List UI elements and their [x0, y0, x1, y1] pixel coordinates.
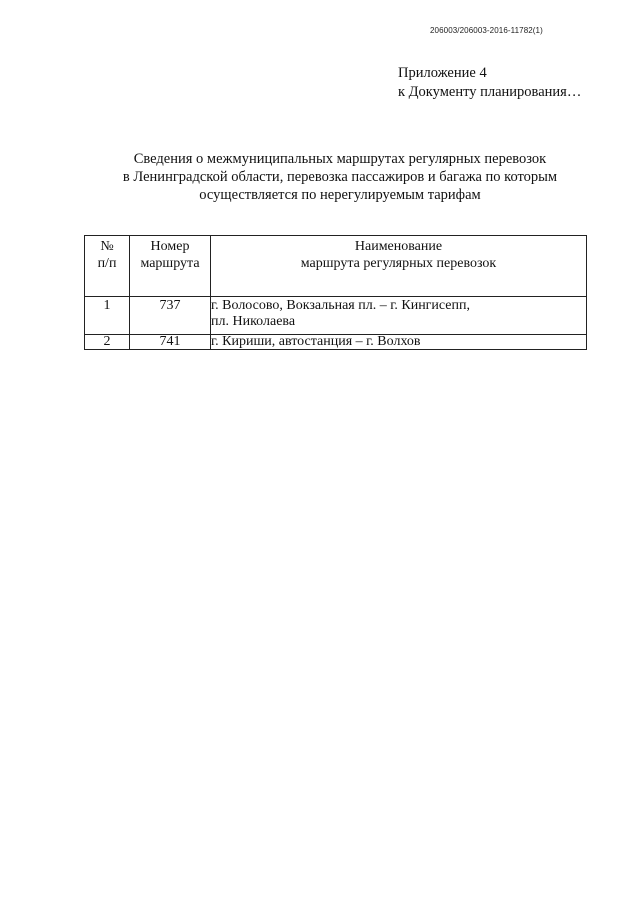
header-name-line-2: маршрута регулярных перевозок	[300, 256, 497, 271]
table-row	[85, 297, 587, 335]
table-header-row	[85, 236, 587, 297]
heading-line-3: осуществляется по нерегулируемым тарифам	[199, 187, 481, 203]
header-route-line-2: маршрута	[140, 256, 200, 271]
route-number: 741	[130, 335, 211, 350]
route-name-line-1: г. Кириши, автостанция – г. Волхов	[211, 334, 421, 349]
row-number: 1	[85, 297, 130, 335]
header-route-line-1: Номер	[150, 239, 190, 254]
header-name-line-1: Наименование	[354, 239, 443, 254]
route-name-line-2: пл. Николаева	[211, 314, 296, 329]
header-number-line-1: №	[100, 239, 114, 254]
header-route-cell	[130, 236, 211, 297]
row-number: 2	[85, 335, 130, 350]
route-name	[211, 297, 587, 335]
route-name	[211, 335, 587, 350]
document-id: 206003/206003-2016-11782(1)	[430, 26, 543, 35]
header-number-cell	[85, 236, 130, 297]
appendix-note	[398, 64, 581, 102]
route-name-line-1: г. Волосово, Вокзальная пл. – г. Кингисепп,	[211, 298, 470, 313]
header-name-cell	[211, 236, 587, 297]
heading-line-2: в Ленинградской области, перевозка пассажиров и багажа по которым	[122, 169, 558, 185]
appendix-line-1: Приложение 4	[398, 65, 487, 81]
appendix-line-2: к Документу планирования…	[398, 84, 582, 100]
routes-table	[84, 235, 587, 350]
heading-line-1: Сведения о межмуниципальных маршрутах регулярных перевозок	[133, 151, 547, 167]
header-number-line-2: п/п	[97, 256, 117, 271]
document-heading	[60, 150, 620, 204]
table-row	[85, 335, 587, 350]
route-number: 737	[130, 297, 211, 335]
